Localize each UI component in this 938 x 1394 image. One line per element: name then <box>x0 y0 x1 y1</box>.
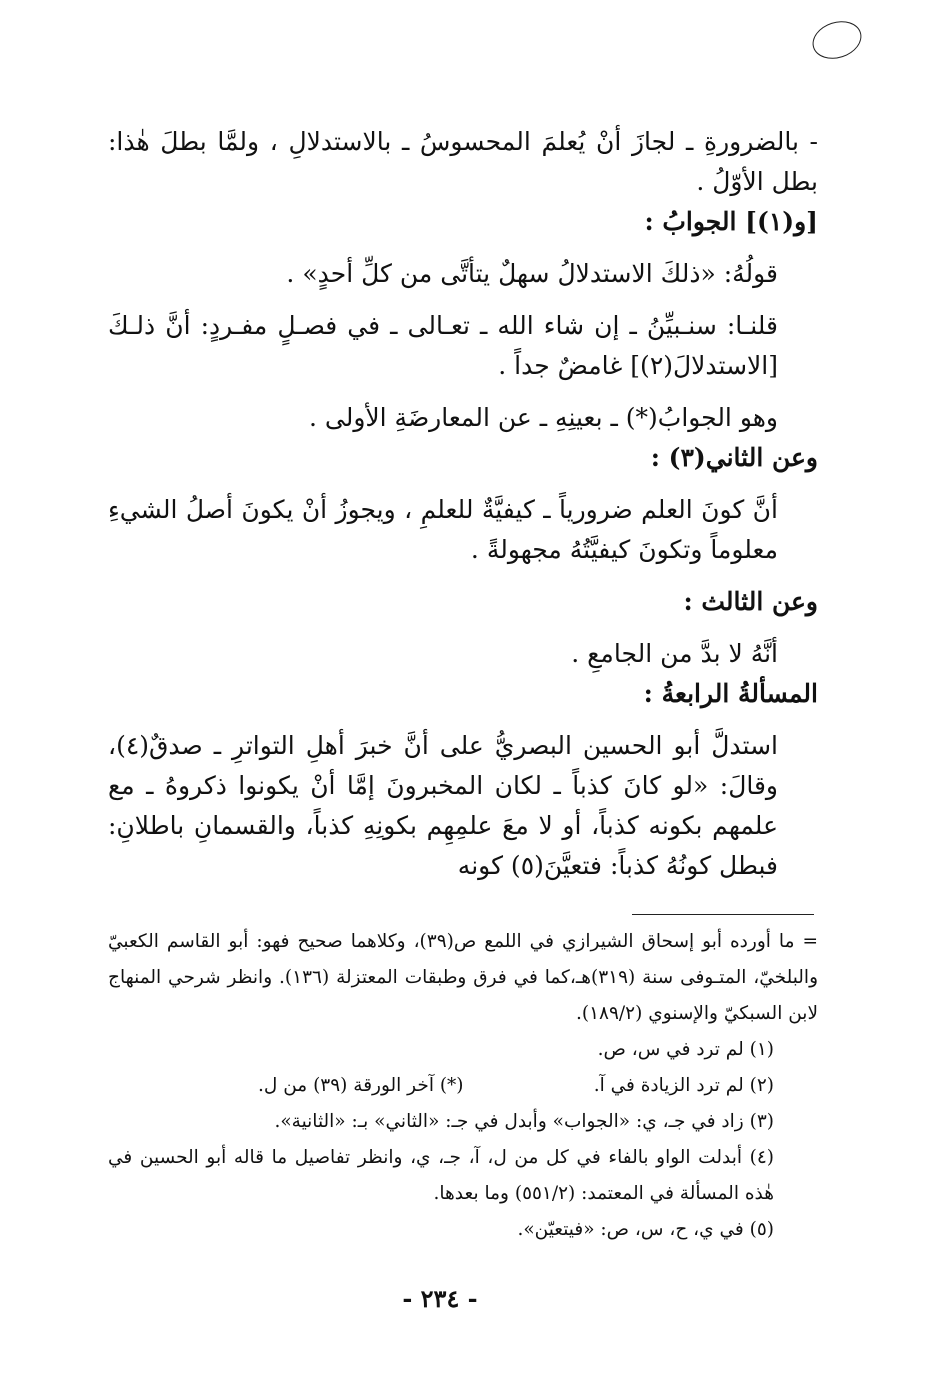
paragraph-1: - بالضرورةِ ـ لجازَ أنْ يُعلمَ المحسوسُ ـ بالاستدلالِ ، ولمَّا بطلَ هٰذا: بطل الأوّلُ . <box>108 127 818 196</box>
heading-answer: [و(١)] الجوابُ : <box>644 207 818 236</box>
footnote-1: (١) لم ترد في س، ص. <box>597 1039 774 1060</box>
footnote-star: (*) آخر الورقة (٣٩) من ل. <box>258 1075 464 1096</box>
main-text <box>108 122 818 886</box>
footnote-3: (٣) زاد في جـ، ي: «الجواب» وأبدل في جـ: «الثاني» بـ: «الثانية». <box>274 1111 774 1132</box>
paragraph-6: أنَّهُ لا بدَّ من الجامعِ . <box>571 639 778 668</box>
heading-third: وعن الثالث : <box>683 587 818 616</box>
footnotes <box>108 924 818 1248</box>
footnote-row <box>108 1068 818 1104</box>
page-number: - ٢٣٤ - <box>402 1284 478 1313</box>
heading-fourth-issue: المسألةُ الرابعةُ : <box>643 679 818 708</box>
paragraph-2: قولُهُ: «ذلكَ الاستدلالُ سهلٌ يتأتَّى من كلِّ أحدٍ» . <box>286 259 778 288</box>
paragraph-3: قلنـا: سنـبيِّنُ ـ إن شاء الله ـ تعـالى ـ في فصـلٍ مفـردٍ: أنَّ ذلـكَ [الاستدلالَ(٢)] غامضٌ جداً . <box>108 311 778 380</box>
footnote-5: (٥) في ي، ح، س، ص: «فيتعيّن». <box>517 1219 774 1240</box>
footnote-continuation: = ما أورده أبو إسحاق الشيرازي في اللمع ص(٣٩)، وكلاهما صحيح فهو: أبو القاسم الكعبيّ والبلخيّ، المتـوفى سنة (٣١٩)هـ،كما في فرق وطبقات المعتزلة (١٣٦). وانظر شرحي المنهاج لابن السبكيّ والإسنوي (١٨٩/٢). <box>108 931 819 1024</box>
paragraph-4: وهو الجوابُ(*) ـ بعينِهِ ـ عن المعارضَةِ الأولى . <box>308 403 778 432</box>
paragraph-7: استدلَّ أبو الحسين البصريُّ على أنَّ خبرَ أهلِ التواترِ ـ صدقٌ(٤)، وقالَ: «لو كانَ كذباً ـ لكان المخبرونَ إمَّا أنْ يكونوا ذكروهُ ـ مع علمهم بكونه كذباً، أو لا معَ علمِهِم بكونِهِ كذباً، والقسمانِ باطلانِ: فبطل كونُهُ كذباً: فتعيَّنَ(٥) كونه <box>108 731 778 880</box>
footnote-separator <box>632 914 814 915</box>
paragraph-5: أنَّ كونَ العلم ضرورياً ـ كيفيَّةٌ للعلمِ ، ويجوزُ أنْ يكونَ أصلُ الشيءِ معلوماً وتكونَ كيفيَّتُهُ مجهولةً . <box>108 495 778 564</box>
heading-second: وعن الثاني(٣) : <box>650 443 818 472</box>
footnote-2: (٢) لم ترد الزيادة في آ. <box>593 1075 774 1096</box>
footnote-4: (٤) أبدلت الواو بالفاء في كل من ل، آ، جـ، ي، وانظر تفاصيل ما قاله أبو الحسين في هٰذه المسألة في المعتمد: (٥٥١/٢) وما بعدها. <box>108 1147 774 1204</box>
handwritten-circle-mark <box>808 15 867 65</box>
